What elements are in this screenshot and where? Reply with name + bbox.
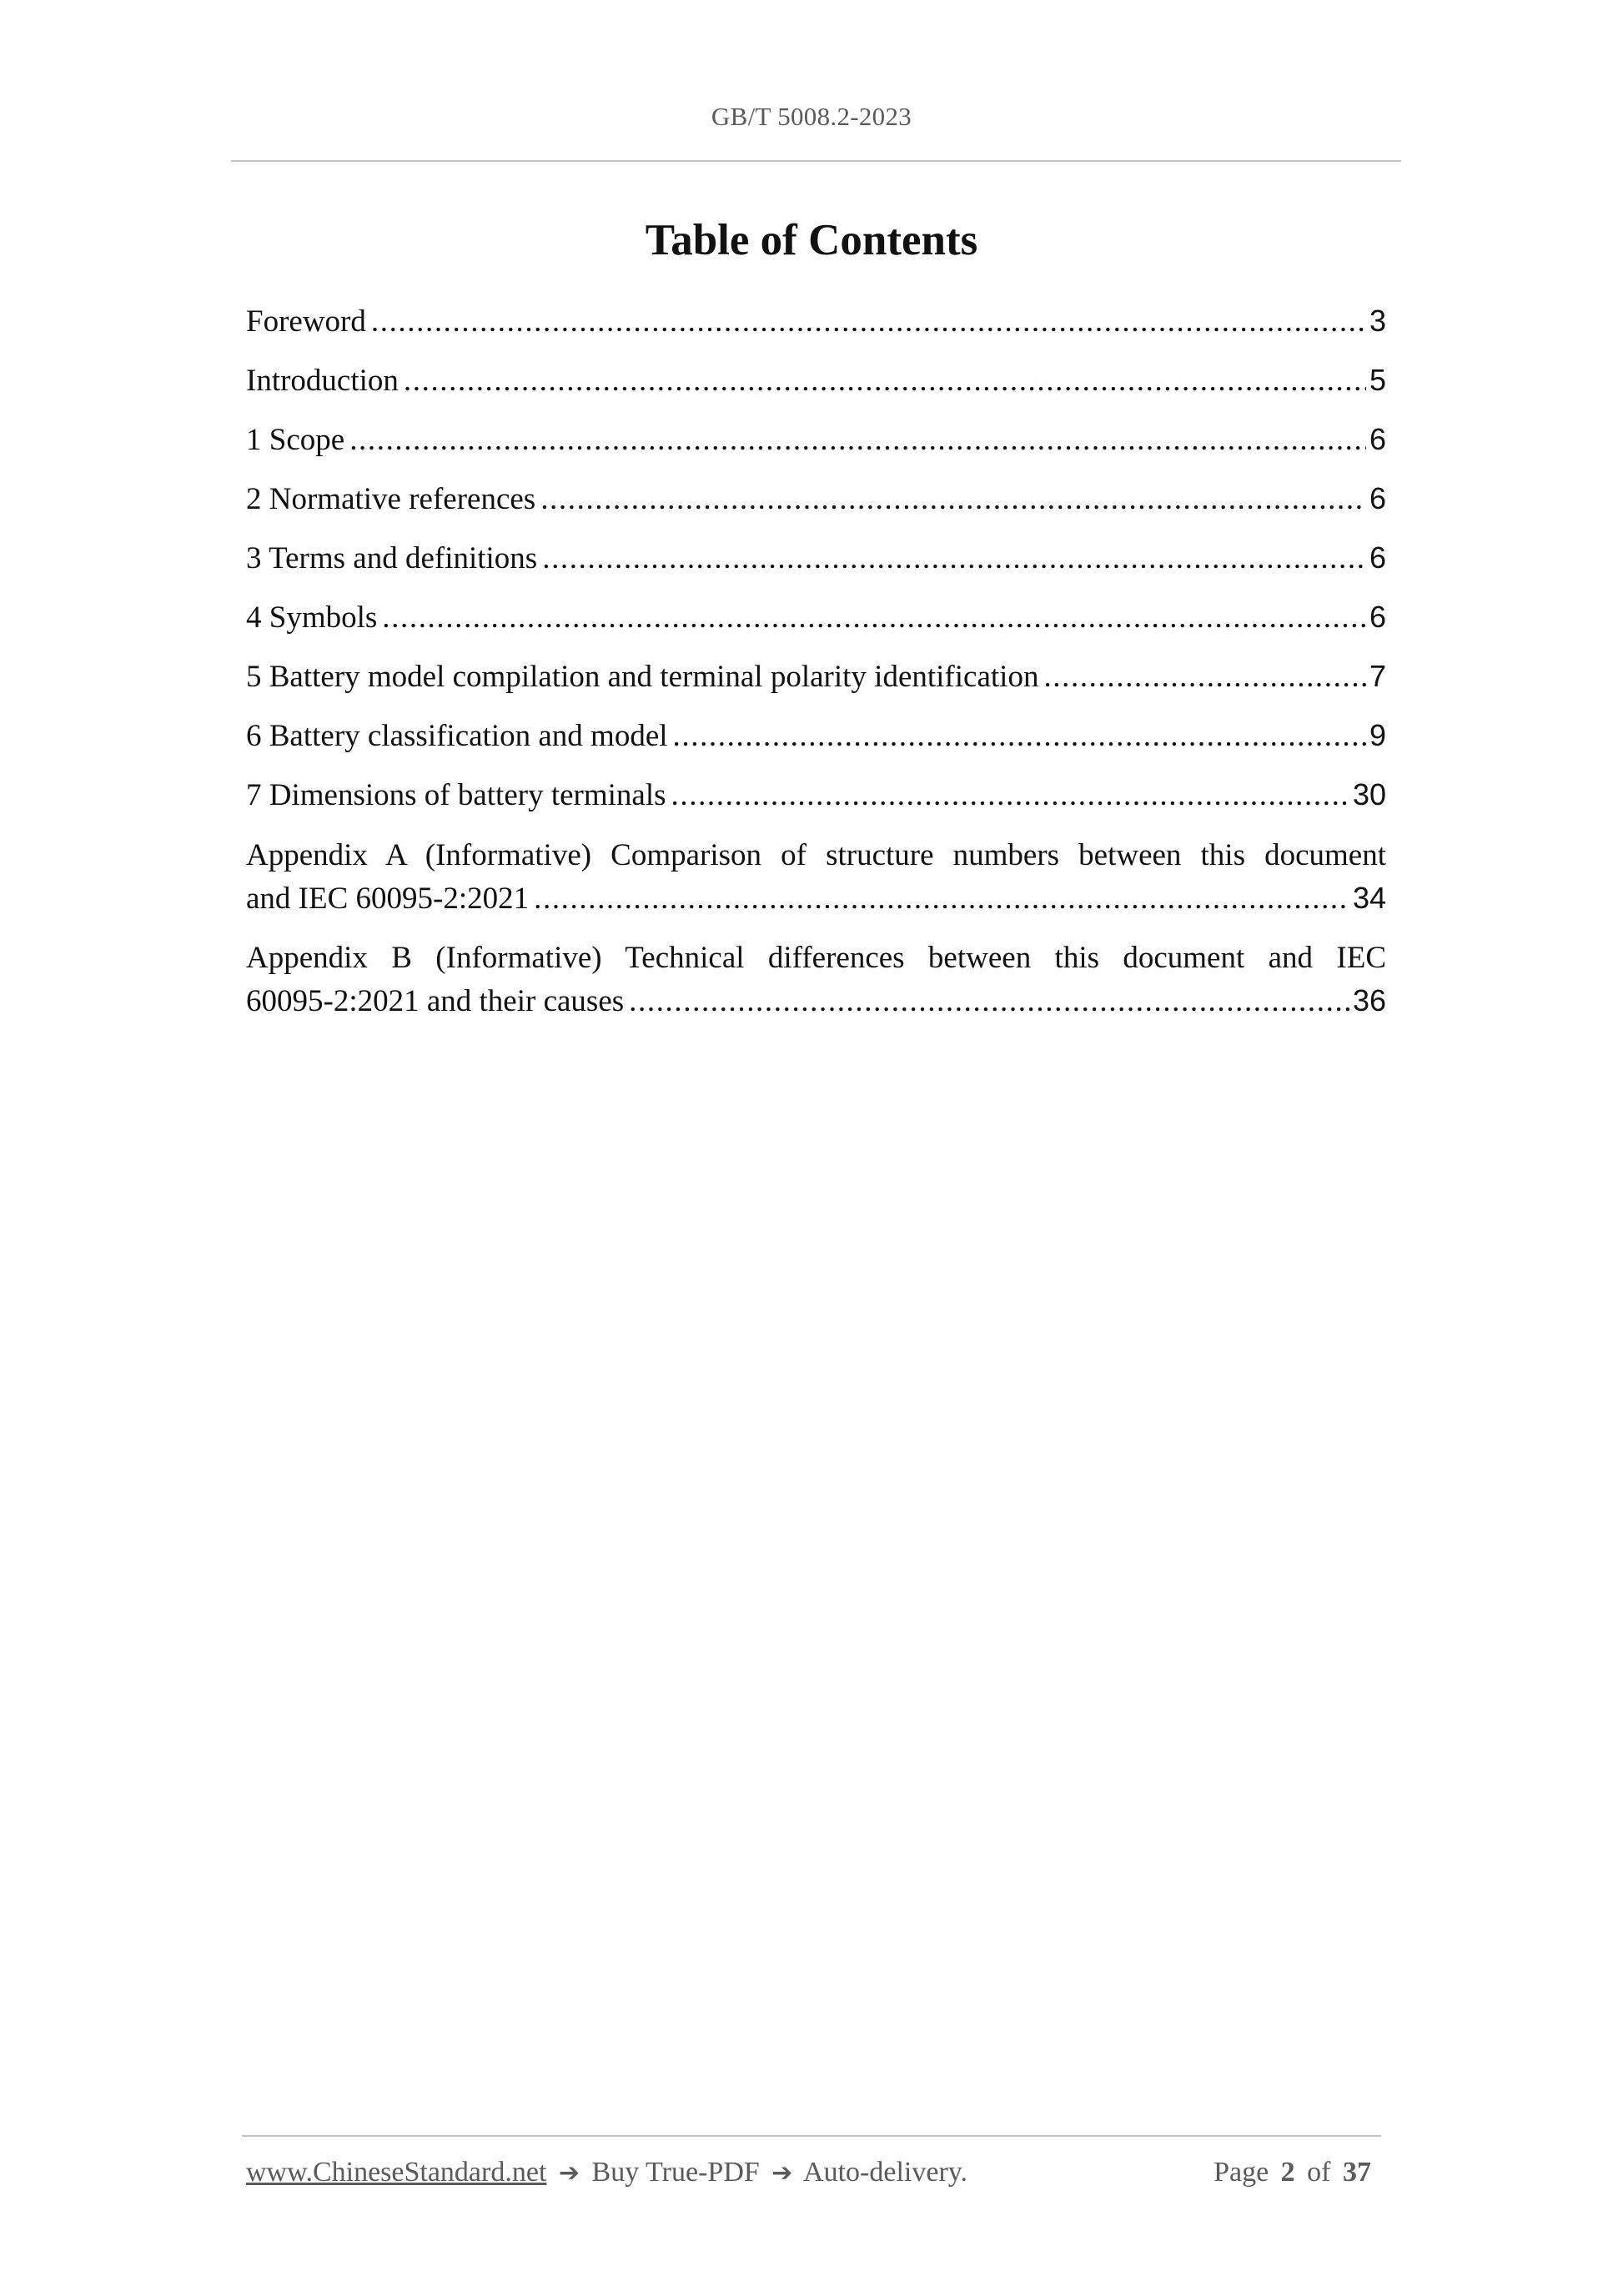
toc-entry-page: 6 bbox=[1369, 600, 1386, 634]
toc-entry-introduction[interactable] bbox=[246, 358, 1386, 417]
toc-entry-page: 9 bbox=[1369, 718, 1386, 752]
header-divider bbox=[231, 160, 1401, 162]
dot-leader bbox=[371, 299, 1366, 344]
toc-entry-appendix-b[interactable] bbox=[246, 937, 1386, 1022]
footer-divider bbox=[242, 2135, 1381, 2137]
dot-leader bbox=[629, 980, 1349, 1022]
dot-leader bbox=[1043, 655, 1366, 699]
dot-leader bbox=[540, 477, 1366, 521]
dot-leader bbox=[673, 714, 1366, 758]
toc-entry-label: 2 Normative references bbox=[246, 482, 536, 516]
dot-leader bbox=[542, 536, 1366, 580]
page-header: GB/T 5008.2-2023 bbox=[711, 102, 912, 131]
page-indicator bbox=[1213, 2157, 1376, 2188]
page-number: 2 bbox=[1280, 2157, 1295, 2188]
toc-entry-page: 3 bbox=[1369, 304, 1386, 338]
buy-true-pdf-text: Buy True-PDF bbox=[591, 2157, 760, 2188]
website-link[interactable]: www.ChineseStandard.net bbox=[246, 2157, 547, 2188]
toc-entry-label: 6 Battery classification and model bbox=[246, 719, 668, 753]
toc-entry-battery-classification[interactable] bbox=[246, 713, 1386, 772]
toc-entry-terms-definitions[interactable] bbox=[246, 535, 1386, 595]
toc-entry-normative-references[interactable] bbox=[246, 476, 1386, 535]
toc-entry-battery-model-compilation[interactable] bbox=[246, 654, 1386, 713]
right-arrow-icon: ➔ bbox=[771, 2158, 793, 2188]
toc-entry-foreword[interactable] bbox=[246, 299, 1386, 358]
dot-leader bbox=[671, 773, 1349, 817]
toc-entry-label: 1 Scope bbox=[246, 423, 345, 457]
toc-entry-page: 6 bbox=[1369, 422, 1386, 456]
toc-entry-page: 6 bbox=[1369, 481, 1386, 515]
total-pages: 37 bbox=[1343, 2157, 1371, 2188]
footer-promo bbox=[246, 2157, 967, 2188]
toc-entry-label: 3 Terms and definitions bbox=[246, 541, 538, 575]
dot-leader bbox=[534, 877, 1349, 920]
toc-entry-page: 5 bbox=[1369, 363, 1386, 397]
page-footer bbox=[246, 2157, 1376, 2188]
toc-entry-page: 6 bbox=[1369, 540, 1386, 575]
toc-entry-battery-terminal-dimensions[interactable] bbox=[246, 772, 1386, 831]
toc-entry-symbols[interactable] bbox=[246, 595, 1386, 654]
toc-entry-page: 34 bbox=[1352, 881, 1386, 915]
toc-entry-page: 7 bbox=[1369, 659, 1386, 693]
toc-entry-label-continued: 60095-2:2021 and their causes bbox=[246, 984, 625, 1018]
dot-leader bbox=[404, 359, 1366, 403]
toc-entry-label: 7 Dimensions of battery terminals bbox=[246, 778, 666, 812]
toc-entry-page: 36 bbox=[1352, 983, 1386, 1017]
toc-entry-label: 5 Battery model compilation and terminal polarity identification bbox=[246, 660, 1039, 694]
table-of-contents bbox=[246, 299, 1386, 1039]
toc-entry-label: Introduction bbox=[246, 364, 399, 398]
toc-entry-label: 4 Symbols bbox=[246, 600, 378, 635]
dot-leader bbox=[382, 595, 1366, 640]
page-label: Page bbox=[1213, 2157, 1269, 2188]
of-label: of bbox=[1307, 2157, 1331, 2188]
right-arrow-icon: ➔ bbox=[558, 2158, 580, 2188]
toc-entry-label: Appendix A (Informative) Comparison of structure numbers between this document bbox=[246, 838, 1386, 872]
dot-leader bbox=[349, 418, 1366, 462]
toc-entry-appendix-a[interactable] bbox=[246, 834, 1386, 920]
toc-entry-scope[interactable] bbox=[246, 417, 1386, 476]
auto-delivery-text: Auto-delivery. bbox=[803, 2157, 968, 2188]
toc-entry-label-continued: and IEC 60095-2:2021 bbox=[246, 882, 530, 916]
toc-entry-label: Appendix B (Informative) Technical differences between this document and IEC bbox=[246, 941, 1386, 975]
toc-title: Table of Contents bbox=[645, 216, 978, 264]
toc-entry-label: Foreword bbox=[246, 304, 366, 339]
toc-entry-page: 30 bbox=[1352, 777, 1386, 811]
